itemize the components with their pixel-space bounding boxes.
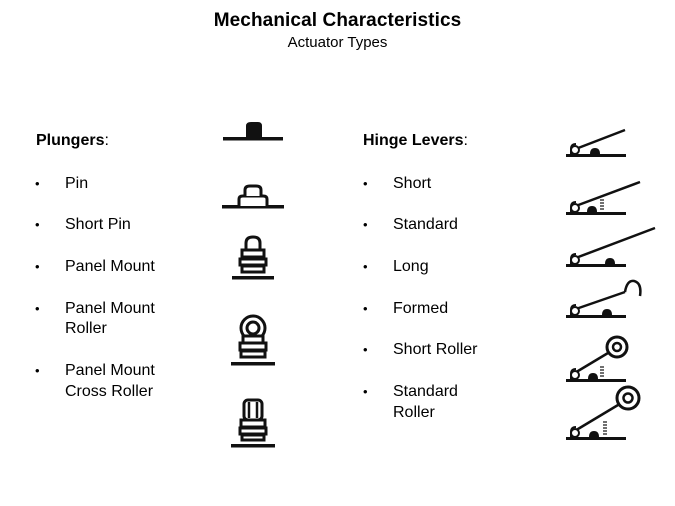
page-title: Mechanical Characteristics <box>213 10 462 31</box>
plungers-heading-text: Plungers <box>36 132 105 149</box>
bullet-icon: • <box>35 176 40 191</box>
list-item-label: Panel Mount <box>65 300 155 317</box>
standard-hinge-lever-icon <box>563 178 643 218</box>
list-item-label-line2: Cross Roller <box>65 383 154 400</box>
pin-plunger-icon <box>222 118 286 144</box>
short-pin-plunger-icon <box>221 180 287 212</box>
bullet-icon: • <box>363 384 368 399</box>
bullet-icon: • <box>363 259 368 274</box>
bullet-icon: • <box>35 301 40 316</box>
bullet-icon: • <box>35 217 40 232</box>
short-hinge-lever-icon <box>563 126 629 160</box>
plungers-heading <box>36 132 109 150</box>
panel-mount-cross-roller-plunger-icon <box>228 396 280 452</box>
plungers-heading-colon: : <box>104 132 109 149</box>
bullet-icon: • <box>35 363 40 378</box>
standard-roller-hinge-lever-icon <box>563 382 645 444</box>
hinge-levers-heading-colon: : <box>463 132 468 149</box>
list-item-label: Pin <box>65 175 89 192</box>
list-item-label: Long <box>393 258 429 275</box>
panel-mount-plunger-icon <box>229 234 279 284</box>
bullet-icon: • <box>363 176 368 191</box>
hinge-levers-heading <box>363 132 468 150</box>
list-item-label: Standard <box>393 216 458 233</box>
short-roller-hinge-lever-icon <box>563 330 637 386</box>
list-item-label: Panel Mount <box>65 362 155 379</box>
long-hinge-lever-icon <box>563 224 657 270</box>
page-subtitle: Actuator Types <box>287 34 388 51</box>
list-item-label: Short Pin <box>65 216 131 233</box>
bullet-icon: • <box>363 301 368 316</box>
panel-mount-roller-plunger-icon <box>228 312 280 370</box>
list-item-label: Formed <box>393 300 449 317</box>
hinge-levers-heading-text: Hinge Levers <box>363 132 464 149</box>
bullet-icon: • <box>363 342 368 357</box>
list-item-label-line2: Roller <box>65 320 107 337</box>
bullet-icon: • <box>363 217 368 232</box>
list-item-label-line2: Roller <box>393 404 435 421</box>
list-item-label: Short <box>393 175 432 192</box>
list-item-label: Short Roller <box>393 341 478 358</box>
bullet-icon: • <box>35 259 40 274</box>
list-item-label: Standard <box>393 383 458 400</box>
formed-hinge-lever-icon <box>563 278 645 322</box>
list-item-label: Panel Mount <box>65 258 155 275</box>
